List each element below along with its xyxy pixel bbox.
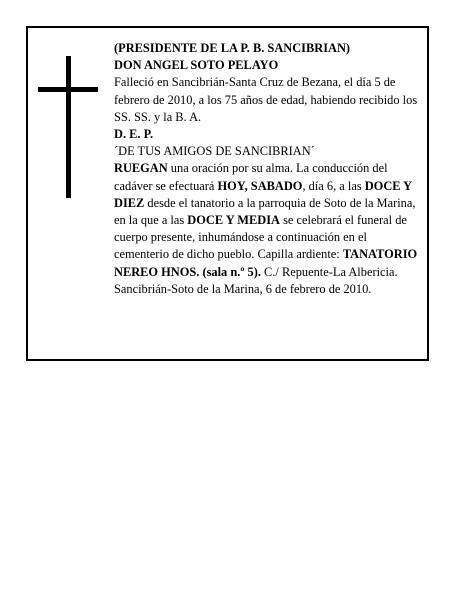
funeral-text-2: , día 6, a las bbox=[302, 178, 365, 193]
funeral-text-3: desde el tanatorio a la parroquia de Soto de la Marina, en la que a las bbox=[114, 195, 416, 228]
from-friends: ´DE TUS AMIGOS DE SANCIBRIAN´ bbox=[114, 144, 315, 159]
deceased-name: DON ANGEL SOTO PELAYO bbox=[114, 58, 279, 73]
cross-icon bbox=[38, 56, 98, 198]
funeral-text-4: se celebrará el funeral de cuerpo presente, inhumándose a continuación en el cementerio de dicho pueblo. Capilla ardiente: bbox=[114, 213, 407, 262]
ruegan-text: RUEGAN bbox=[114, 161, 168, 176]
funeral-time: DOCE Y MEDIA bbox=[187, 213, 280, 228]
obituary-text bbox=[114, 40, 420, 298]
death-details: Falleció en Sancibrián-Santa Cruz de Bezana, el día 5 de febrero de 2010, a los 75 años de edad, habiendo recibido los SS. SS. y la B. A. bbox=[114, 75, 418, 124]
departure-time: DOCE Y DIEZ bbox=[114, 178, 412, 210]
funeral-home: TANATORIO NEREO HNOS. (sala n.º 5). bbox=[114, 247, 418, 279]
cross-horizontal-bar bbox=[38, 87, 98, 92]
funeral-details bbox=[114, 160, 420, 280]
funeral-text-1: una oración por su alma. La conducción del cadáver se efectuará bbox=[114, 161, 388, 193]
cross-vertical-bar bbox=[66, 56, 71, 198]
funeral-day: HOY, SABADO bbox=[217, 178, 303, 193]
obituary-notice bbox=[26, 26, 429, 361]
notice-title: (PRESIDENTE DE LA P. B. SANCIBRIAN) bbox=[114, 41, 351, 55]
funeral-address: C./ Repuente-La Albericia. bbox=[260, 264, 398, 279]
rest-in-peace: D. E. P. bbox=[114, 127, 154, 142]
place-date-line: Sancibrián-Soto de la Marina, 6 de febrero de 2010. bbox=[114, 281, 372, 296]
